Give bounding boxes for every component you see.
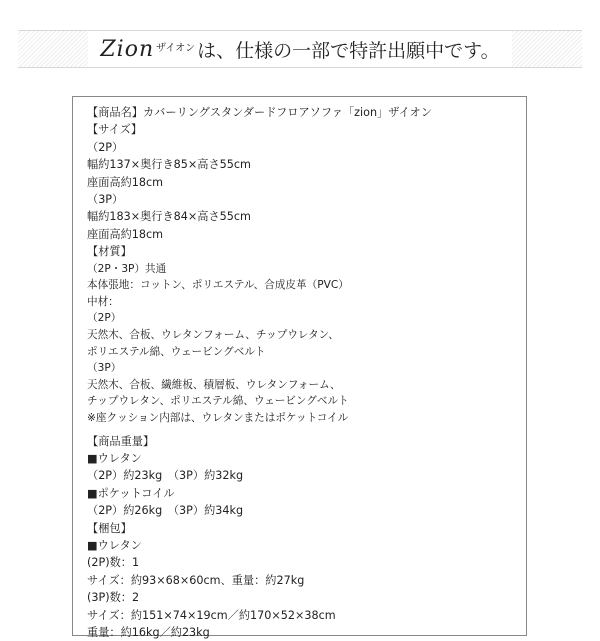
spec-material-upholstery: 本体張地：コットン、ポリエステル、合成皮革（PVC） bbox=[87, 279, 349, 292]
spec-packing-3p-size: サイズ：約151×74×19cm／約170×52×38cm bbox=[87, 608, 336, 622]
title-banner bbox=[18, 30, 582, 68]
spec-size-2p-label: （2P） bbox=[87, 140, 124, 154]
patent-tagline: は、仕様の一部で特許出願中です。 bbox=[197, 39, 500, 62]
spec-material-2p-line-1: 天然木、合板、ウレタンフォーム、チップウレタン、 bbox=[87, 329, 340, 342]
spec-material-common: （2P・3P）共通 bbox=[87, 262, 167, 275]
spec-weight-pocket-coil-values: （2P）約26kg （3P）約34kg bbox=[87, 504, 244, 518]
spec-packing-urethane-label: ■ウレタン bbox=[87, 539, 142, 553]
spec-size-2p-seat-height: 座面高約18cm bbox=[87, 175, 164, 189]
spec-weight-urethane-label: ■ウレタン bbox=[87, 452, 142, 465]
title-banner-inner bbox=[88, 31, 512, 67]
spec-packing-2p-size-weight: サイズ：約93×68×60cm、重量：約27kg bbox=[87, 573, 305, 587]
spec-material-filling-label: 中材： bbox=[87, 295, 119, 308]
spec-packing-2p-count: (2P)数：1 bbox=[87, 556, 140, 570]
spec-packing-3p-count: (3P)数：2 bbox=[87, 591, 140, 605]
spec-size-heading: 【サイズ】 bbox=[87, 123, 143, 137]
brand-logo: Zion bbox=[100, 36, 155, 62]
spec-material-2p-line-2: ポリエステル綿、ウェービングベルト bbox=[87, 345, 266, 358]
spec-box bbox=[72, 96, 527, 640]
spec-packing-3p-weight: 重量：約16kg／約23kg bbox=[87, 626, 210, 640]
spec-weight-heading: 【商品重量】 bbox=[87, 434, 155, 448]
spec-weight-urethane-values: （2P）約23kg （3P）約32kg bbox=[87, 469, 244, 483]
spec-material-cushion-note: ※座クッション内部は、ウレタンまたはポケットコイル bbox=[87, 412, 349, 424]
spec-material-2p-label: （2P） bbox=[87, 312, 122, 325]
spec-size-3p-dimensions: 幅約183×奥行き84×高さ55cm bbox=[87, 210, 251, 224]
spec-size-2p-dimensions: 幅約137×奥行き85×高さ55cm bbox=[87, 158, 251, 172]
spec-material-3p-line-2: チップウレタン、ポリエステル綿、ウェービングベルト bbox=[87, 395, 349, 408]
spec-size-3p-seat-height: 座面高約18cm bbox=[87, 227, 164, 241]
spec-material-heading: 【材質】 bbox=[87, 245, 132, 259]
spec-weight-pocket-coil-label: ■ポケットコイル bbox=[87, 486, 175, 500]
spec-product-name: 【商品名】カバーリングスタンダードフロアソファ「zion」ザイオン bbox=[87, 106, 432, 119]
spec-packing-heading: 【梱包】 bbox=[87, 521, 132, 535]
spec-material-3p-line-1: 天然木、合板、繊維板、積層板、ウレタンフォーム、 bbox=[87, 378, 341, 391]
spec-material-3p-label: （3P） bbox=[87, 362, 122, 375]
spec-size-3p-label: （3P） bbox=[87, 193, 124, 207]
brand-kana: ザイオン bbox=[156, 42, 196, 54]
